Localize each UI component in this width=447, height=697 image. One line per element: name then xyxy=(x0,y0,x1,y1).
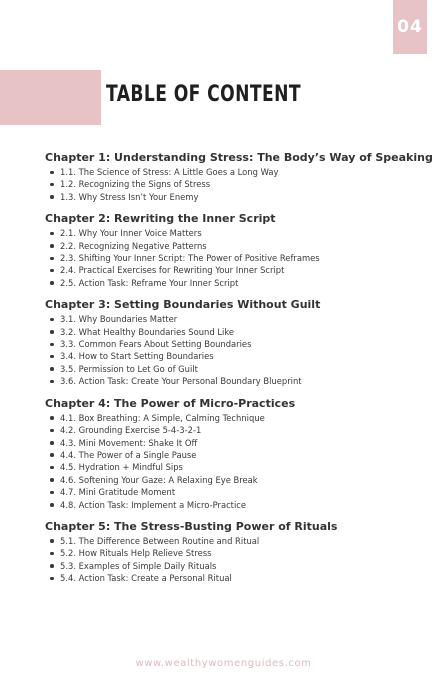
toc-item[interactable]: 4.2. Grounding Exercise 5-4-3-2-1 xyxy=(50,424,425,436)
chapter-title[interactable]: Chapter 3: Setting Boundaries Without Guilt xyxy=(45,298,321,312)
chapter-items xyxy=(45,166,425,203)
chapter-1 xyxy=(45,151,433,203)
chapter-3 xyxy=(45,298,425,387)
toc-item[interactable]: 3.2. What Healthy Boundaries Sound Like xyxy=(50,326,425,338)
table-of-contents xyxy=(45,151,433,594)
toc-item[interactable]: 5.4. Action Task: Create a Personal Ritual xyxy=(50,572,425,584)
page-title: TABLE OF CONTENT xyxy=(106,82,301,107)
toc-item[interactable]: 4.6. Softening Your Gaze: A Relaxing Eye Break xyxy=(50,474,425,486)
chapter-title[interactable]: Chapter 1: Understanding Stress: The Body’s Way of Speaking xyxy=(45,151,433,164)
toc-item[interactable]: 2.2. Recognizing Negative Patterns xyxy=(50,240,425,252)
title-accent-band xyxy=(0,70,101,125)
chapter-title[interactable]: Chapter 2: Rewriting the Inner Script xyxy=(45,212,276,226)
toc-item[interactable]: 4.8. Action Task: Implement a Micro-Practice xyxy=(50,499,425,511)
toc-item[interactable]: 2.5. Action Task: Reframe Your Inner Script xyxy=(50,277,425,289)
toc-item[interactable]: 1.2. Recognizing the Signs of Stress xyxy=(50,178,425,190)
chapter-title[interactable]: Chapter 4: The Power of Micro-Practices xyxy=(45,396,296,410)
toc-item[interactable]: 4.1. Box Breathing: A Simple, Calming Technique xyxy=(50,412,425,424)
toc-item[interactable]: 3.1. Why Boundaries Matter xyxy=(50,313,425,325)
toc-item[interactable]: 1.1. The Science of Stress: A Little Goes a Long Way xyxy=(50,166,425,178)
chapter-title[interactable]: Chapter 5: The Stress-Busting Power of Rituals xyxy=(45,519,338,533)
toc-item[interactable]: 3.6. Action Task: Create Your Personal Boundary Blueprint xyxy=(50,375,425,387)
page-number-badge xyxy=(393,0,427,54)
page-number: 04 xyxy=(397,17,423,37)
chapter-items xyxy=(45,535,425,585)
chapter-items xyxy=(45,313,425,387)
toc-item[interactable]: 3.5. Permission to Let Go of Guilt xyxy=(50,363,425,375)
toc-item[interactable]: 5.1. The Difference Between Routine and Ritual xyxy=(50,535,425,547)
toc-item[interactable]: 2.4. Practical Exercises for Rewriting Your Inner Script xyxy=(50,264,425,276)
chapter-items xyxy=(45,227,425,289)
chapter-4 xyxy=(45,397,425,511)
toc-item[interactable]: 4.7. Mini Gratitude Moment xyxy=(50,486,425,498)
toc-item[interactable]: 2.3. Shifting Your Inner Script: The Power of Positive Reframes xyxy=(50,252,425,264)
toc-item[interactable]: 5.2. How Rituals Help Relieve Stress xyxy=(50,547,425,559)
toc-item[interactable]: 4.4. The Power of a Single Pause xyxy=(50,449,425,461)
toc-item[interactable]: 4.3. Mini Movement: Shake It Off xyxy=(50,437,425,449)
toc-item[interactable]: 3.3. Common Fears About Setting Boundaries xyxy=(50,338,425,350)
website-link[interactable]: www.wealthywomenguides.com xyxy=(135,658,312,669)
chapter-2 xyxy=(45,212,425,289)
chapter-5 xyxy=(45,520,425,585)
toc-item[interactable]: 4.5. Hydration + Mindful Sips xyxy=(50,461,425,473)
toc-item[interactable]: 2.1. Why Your Inner Voice Matters xyxy=(50,227,425,239)
toc-item[interactable]: 3.4. How to Start Setting Boundaries xyxy=(50,350,425,362)
toc-item[interactable]: 5.3. Examples of Simple Daily Rituals xyxy=(50,560,425,572)
chapter-items xyxy=(45,412,425,511)
toc-item[interactable]: 1.3. Why Stress Isn’t Your Enemy xyxy=(50,191,425,203)
